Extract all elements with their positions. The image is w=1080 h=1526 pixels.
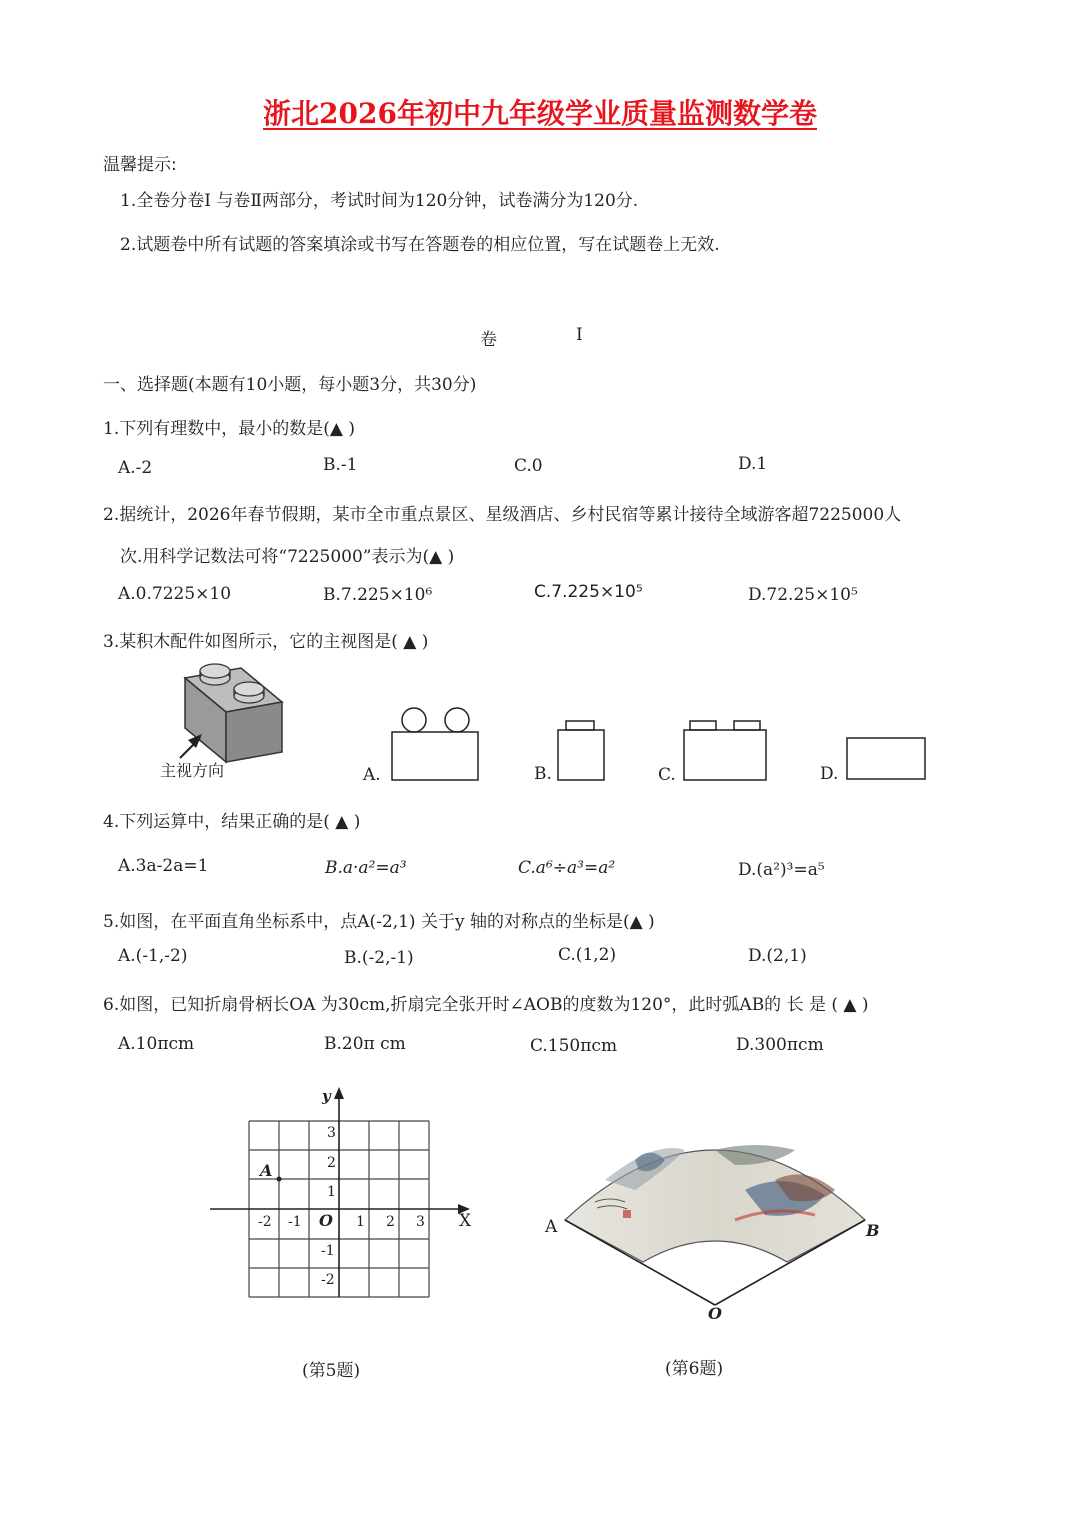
x-axis-label: X xyxy=(459,1211,472,1231)
view-direction-arrow xyxy=(180,734,202,758)
y-tick-label: 3 xyxy=(327,1125,336,1141)
fan-label-b: B xyxy=(866,1221,880,1240)
q3-option-c-label: C. xyxy=(658,765,676,785)
y-axis-label: y xyxy=(322,1087,331,1105)
q6-option-d: D.300πcm xyxy=(736,1035,824,1055)
question-4-stem: 4.下列运算中，结果正确的是( ▲ ) xyxy=(103,812,361,832)
q2-option-c: C.7.225×10⁵ xyxy=(534,582,643,602)
fan-label-o: O xyxy=(708,1304,722,1320)
q2-option-b: B.7.225×10⁶ xyxy=(323,585,433,605)
q2-option-a: A.0.7225×10 xyxy=(118,584,232,604)
q5-option-d: D.(2,1) xyxy=(748,946,807,966)
q6-option-a: A.10πcm xyxy=(118,1034,195,1054)
q3-option-a-label: A. xyxy=(363,765,381,785)
tip-item-2: 2.试题卷中所有试题的答案填涂或书写在答题卷的相应位置，写在试题卷上无效. xyxy=(120,235,720,255)
q3-option-d-label: D. xyxy=(820,764,839,784)
q6-option-b: B.20π cm xyxy=(324,1034,406,1054)
q3-option-c-figure xyxy=(684,721,766,780)
origin-label: O xyxy=(319,1211,333,1230)
x-tick-label: 1 xyxy=(356,1214,365,1230)
x-tick-label: 3 xyxy=(416,1214,425,1230)
question-2-stem-line-1: 2.据统计，2026年春节假期，某市全市重点景区、星级酒店、乡村民宿等累计接待全域游客超7225000人 xyxy=(103,505,902,525)
q4-option-d: D.(a²)³=a⁵ xyxy=(738,860,825,880)
y-tick-label: -2 xyxy=(321,1272,335,1288)
x-tick-label: -2 xyxy=(258,1214,272,1230)
q1-option-b: B.-1 xyxy=(323,455,358,475)
y-tick-label: -1 xyxy=(321,1243,335,1259)
q2-option-d: D.72.25×10⁵ xyxy=(748,585,858,605)
question-2-stem-line-2: 次.用科学记数法可将“7225000”表示为(▲ ) xyxy=(120,547,455,567)
q3-option-a-figure xyxy=(392,708,478,780)
figure-6-caption: (第6题) xyxy=(665,1359,724,1379)
point-a-label: A xyxy=(260,1161,273,1180)
tips-heading: 温馨提示: xyxy=(103,155,177,175)
q3-option-b-label: B. xyxy=(534,764,552,784)
q1-option-d: D.1 xyxy=(738,454,768,474)
figure-5-caption: (第5题) xyxy=(302,1361,361,1381)
y-tick-label: 1 xyxy=(327,1184,336,1200)
q1-option-c: C.0 xyxy=(514,456,543,476)
fan-painting xyxy=(565,1145,865,1262)
question-1-stem: 1.下列有理数中，最小的数是(▲ ) xyxy=(103,419,355,439)
q3-option-b-figure xyxy=(558,721,604,780)
volume-label-left: 卷 xyxy=(480,330,497,350)
section-heading: 一、选择题(本题有10小题，每小题3分，共30分) xyxy=(103,375,477,395)
fan-label-a: A xyxy=(545,1217,558,1237)
q5-option-b: B.(-2,-1) xyxy=(344,948,414,968)
q3-option-d-figure xyxy=(847,738,925,779)
exam-title: 浙北2026年初中九年级学业质量监测数学卷 xyxy=(263,97,817,130)
tip-item-1: 1.全卷分卷I 与卷Ⅱ两部分，考试时间为120分钟，试卷满分为120分. xyxy=(120,191,639,211)
y-tick-label: 2 xyxy=(327,1155,336,1171)
q1-option-a: A.-2 xyxy=(118,458,153,478)
question-6-stem: 6.如图，已知折扇骨柄长OA 为30cm,折扇完全张开时∠AOB的度数为120°，此时弧AB的 长 是 ( ▲ ) xyxy=(103,995,869,1015)
view-direction-label: 主视方向 xyxy=(160,761,225,780)
point-a-marker xyxy=(277,1177,282,1182)
q5-option-c: C.(1,2) xyxy=(558,945,617,965)
q4-option-a: A.3a-2a=1 xyxy=(118,856,209,876)
x-tick-label: -1 xyxy=(288,1214,302,1230)
figure-5-coordinate-grid xyxy=(200,1085,490,1315)
question-3-stem: 3.某积木配件如图所示，它的主视图是( ▲ ) xyxy=(103,632,429,652)
x-tick-label: 2 xyxy=(386,1214,395,1230)
question-3-figures xyxy=(140,660,960,790)
figure-6-folding-fan xyxy=(535,1110,895,1320)
lego-brick-figure xyxy=(185,664,282,762)
question-5-stem: 5.如图，在平面直角坐标系中，点A(-2,1) 关于y 轴的对称点的坐标是(▲ ) xyxy=(103,912,655,932)
volume-label-right: I xyxy=(576,325,583,345)
q5-option-a: A.(-1,-2) xyxy=(118,946,188,966)
q4-option-c: C.a⁶÷a³=a² xyxy=(518,858,616,878)
q6-option-c: C.150πcm xyxy=(530,1036,618,1056)
q4-option-b: B.a·a²=a³ xyxy=(325,858,407,878)
